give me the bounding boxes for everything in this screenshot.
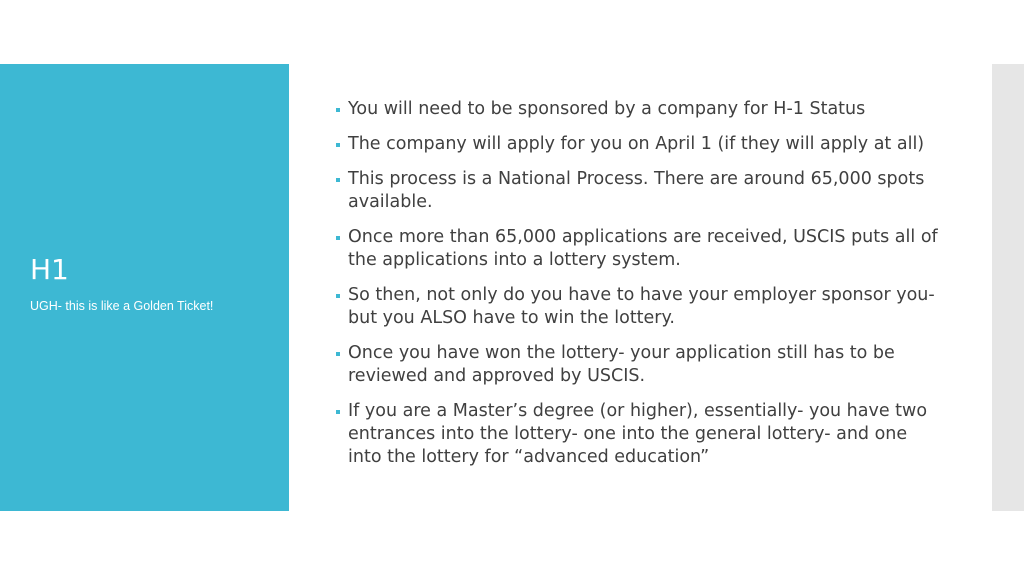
list-item: [332, 342, 942, 388]
bullet-icon: [336, 294, 340, 298]
bullet-text: Once you have won the lottery- your application still has to be reviewed and approved by USCIS.: [348, 343, 895, 386]
bullet-list: [332, 98, 942, 481]
bullet-text: So then, not only do you have to have your employer sponsor you- but you ALSO have to win the lottery.: [348, 285, 935, 328]
bullet-icon: [336, 143, 340, 147]
bullet-text: This process is a National Process. There are around 65,000 spots available.: [348, 169, 925, 212]
list-item: [332, 284, 942, 330]
bullet-icon: [336, 108, 340, 112]
bullet-text: The company will apply for you on April 1 (if they will apply at all): [348, 134, 925, 154]
bullet-icon: [336, 410, 340, 414]
bullet-icon: [336, 178, 340, 182]
bullet-icon: [336, 352, 340, 356]
bullet-text: You will need to be sponsored by a company for H-1 Status: [348, 99, 866, 119]
list-item: [332, 133, 942, 156]
bullet-text: Once more than 65,000 applications are received, USCIS puts all of the applications into a lottery system.: [348, 227, 938, 270]
bullet-icon: [336, 236, 340, 240]
side-strip: [992, 64, 1024, 511]
list-item: [332, 226, 942, 272]
bullet-text: If you are a Master’s degree (or higher), essentially- you have two entrances into the lottery- one into the general lottery- and one into the lottery for “advanced education”: [348, 401, 928, 467]
slide-subtitle: UGH- this is like a Golden Ticket!: [30, 299, 214, 313]
list-item: [332, 98, 942, 121]
list-item: [332, 400, 942, 469]
slide-title: H1: [30, 253, 69, 286]
list-item: [332, 168, 942, 214]
